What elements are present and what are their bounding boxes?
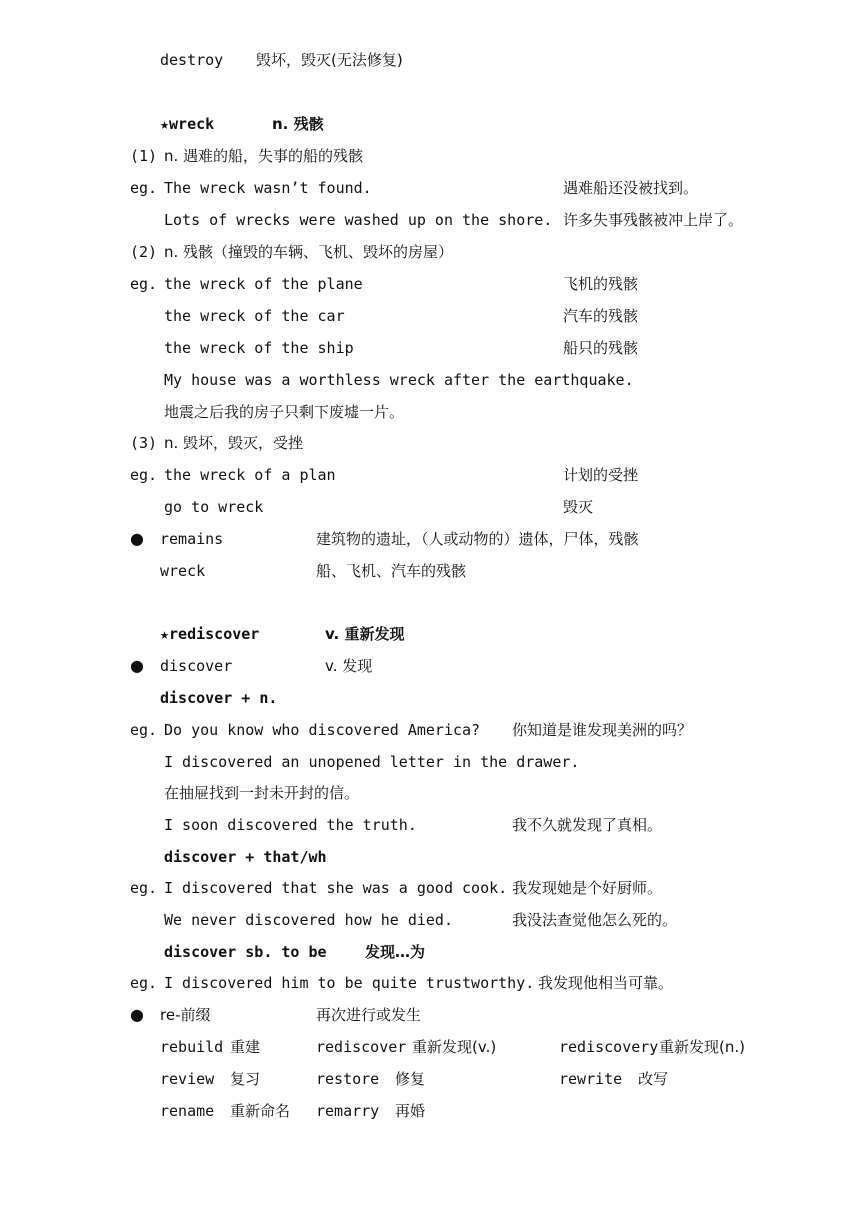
example-row [0, 876, 860, 900]
prefix-words-row [0, 1099, 860, 1123]
compare-meaning: 船、飞机、汽车的残骸 [316, 562, 467, 580]
example-row [0, 971, 860, 995]
bullet-icon: ● [130, 1005, 144, 1024]
prefix-meaning: 再次进行或发生 [316, 1006, 422, 1024]
bullet-icon: ● [130, 529, 144, 548]
prefix-example-word: rename [160, 1102, 215, 1120]
prefix-example-word: review [160, 1070, 215, 1088]
wreck-heading [0, 112, 860, 136]
sense-label: n. 遇难的船，失事的船的残骸 [164, 147, 364, 165]
example-row [0, 336, 860, 360]
example-en: I discovered an unopened letter in the drawer. [164, 753, 580, 771]
rediscover-headword: ★rediscover [160, 625, 260, 643]
pattern-heading [0, 940, 860, 964]
pattern-label: discover sb. to be [164, 943, 327, 961]
prefix-example-meaning: 再婚 [395, 1102, 426, 1120]
bullet-icon: ● [130, 656, 144, 675]
example-row [0, 463, 860, 487]
pattern-label: discover + that/wh [164, 848, 327, 866]
example-sentence-cn [0, 781, 860, 805]
example-cn: 地震之后我的房子只剩下废墟一片。 [164, 403, 405, 421]
example-en: go to wreck [164, 498, 264, 516]
example-sentence-cn [0, 400, 860, 424]
example-cn: 我发现她是个好厨师。 [512, 879, 663, 897]
prefix-example-meaning: 重新发现(v.) [412, 1038, 497, 1056]
sense-label: n. 毁坏，毁灭，受挫 [164, 434, 304, 452]
prefix-example-meaning: 修复 [395, 1070, 426, 1088]
example-cn: 遇难船还没被找到。 [563, 179, 699, 197]
compare-word: remains [160, 530, 224, 548]
discover-word: discover [160, 657, 233, 675]
destroy-meaning: 毁坏，毁灭(无法修复) [256, 51, 403, 69]
example-cn: 毁灭 [563, 498, 594, 516]
example-cn: 船只的残骸 [563, 339, 639, 357]
prefix-row [0, 1003, 860, 1027]
wreck-sense-1 [0, 144, 860, 168]
example-cn: 在抽屉找到一封未开封的信。 [164, 784, 360, 802]
discover-row [0, 654, 860, 678]
rediscover-pos-meaning: v. 重新发现 [325, 625, 405, 643]
eg-label: eg. [130, 879, 158, 897]
example-row [0, 304, 860, 328]
example-row [0, 813, 860, 837]
sense-number: (2) [130, 243, 158, 261]
prefix-example-meaning: 重新命名 [230, 1102, 291, 1120]
example-cn: 你知道是谁发现美洲的吗？ [512, 721, 693, 739]
example-cn: 计划的受挫 [563, 466, 639, 484]
example-en: I soon discovered the truth. [164, 816, 417, 834]
compare-row [0, 559, 860, 583]
destroy-word: destroy [160, 51, 224, 69]
prefix-example-meaning: 改写 [638, 1070, 669, 1088]
prefix-word: re-前缀 [160, 1006, 211, 1024]
eg-label: eg. [130, 275, 158, 293]
compare-row [0, 527, 860, 551]
example-cn: 我不久就发现了真相。 [512, 816, 663, 834]
example-en: My house was a worthless wreck after the earthquake. [164, 371, 634, 389]
example-en: I discovered that she was a good cook. [164, 879, 508, 897]
pattern-heading [0, 845, 860, 869]
example-row [0, 208, 860, 232]
example-en: the wreck of the plane [164, 275, 363, 293]
prefix-example-word: rediscovery [559, 1038, 659, 1056]
sense-number: (3) [130, 434, 158, 452]
wreck-pos-meaning: n. 残骸 [272, 115, 324, 133]
example-row [0, 176, 860, 200]
example-row [0, 272, 860, 296]
prefix-words-row [0, 1035, 860, 1059]
example-en: the wreck of the ship [164, 339, 354, 357]
prefix-example-word: remarry [316, 1102, 380, 1120]
prefix-example-word: restore [316, 1070, 380, 1088]
example-cn: 汽车的残骸 [563, 307, 639, 325]
example-en: Lots of wrecks were washed up on the shore. [164, 211, 553, 229]
example-row [0, 718, 860, 742]
wreck-headword: ★wreck [160, 115, 215, 133]
wreck-sense-3 [0, 431, 860, 455]
example-en: We never discovered how he died. [164, 911, 453, 929]
eg-label: eg. [130, 721, 158, 739]
prefix-words-row [0, 1067, 860, 1091]
eg-label: eg. [130, 466, 158, 484]
example-sentence-en [0, 750, 860, 774]
example-en: I discovered him to be quite trustworthy. [164, 974, 535, 992]
sense-label: n. 残骸（撞毁的车辆、飞机、毁坏的房屋） [164, 243, 454, 261]
prefix-example-meaning: 重新发现(n.) [659, 1038, 745, 1056]
prefix-example-word: rediscover [316, 1038, 407, 1056]
pattern-label: discover + n. [160, 689, 278, 707]
example-cn: 我发现他相当可靠。 [538, 974, 674, 992]
example-cn: 我没法查觉他怎么死的。 [512, 911, 678, 929]
example-en: Do you know who discovered America? [164, 721, 481, 739]
example-cn: 飞机的残骸 [563, 275, 639, 293]
destroy-line [0, 48, 860, 72]
wreck-sense-2 [0, 240, 860, 264]
example-row [0, 908, 860, 932]
rediscover-heading [0, 622, 860, 646]
eg-label: eg. [130, 974, 158, 992]
compare-word: wreck [160, 562, 206, 580]
example-cn: 许多失事残骸被冲上岸了。 [563, 211, 744, 229]
prefix-example-word: rewrite [559, 1070, 623, 1088]
compare-meaning: 建筑物的遗址，（人或动物的）遗体，尸体，残骸 [316, 530, 639, 548]
discover-meaning: v. 发现 [325, 657, 373, 675]
example-sentence-en [0, 368, 860, 392]
example-en: The wreck wasn’t found. [164, 179, 372, 197]
sense-number: (1) [130, 147, 158, 165]
prefix-example-meaning: 复习 [230, 1070, 261, 1088]
pattern-meaning: 发现…为 [365, 943, 426, 961]
example-row [0, 495, 860, 519]
eg-label: eg. [130, 179, 158, 197]
example-en: the wreck of a plan [164, 466, 336, 484]
example-en: the wreck of the car [164, 307, 345, 325]
prefix-example-meaning: 重建 [230, 1038, 261, 1056]
pattern-heading [0, 686, 860, 710]
prefix-example-word: rebuild [160, 1038, 224, 1056]
